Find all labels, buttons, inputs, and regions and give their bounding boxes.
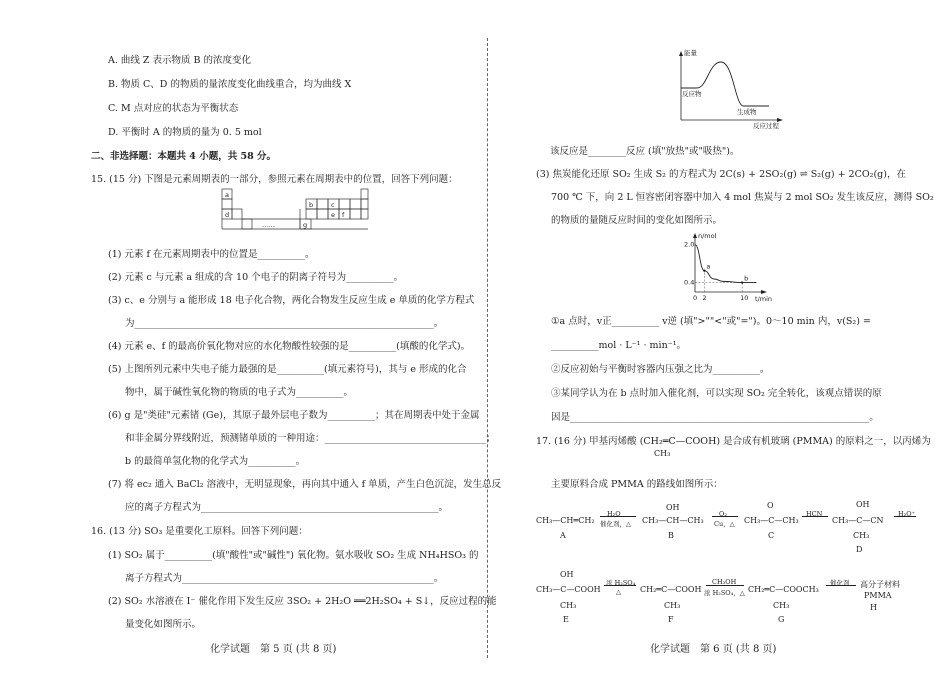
energy-xlabel: 反应过程: [753, 122, 779, 130]
q15-item-5: (5) 上图所列元素中失电子能力最强的是__________(填元素符号)，其与 e 形成的化合: [108, 364, 467, 375]
reagent-5-below: △: [616, 588, 621, 596]
q17-stem: 17. (16 分) 甲基丙烯酸 (CH₂═C—COOH) 是合成有机玻璃 (PMMA) 的原料之一，以丙烯为: [536, 436, 931, 447]
q16-sub-1b: __________mol · L⁻¹ · min⁻¹。: [551, 340, 687, 351]
y-tick-label: 0.4: [684, 278, 695, 287]
energy-reactant: 反应物: [682, 90, 702, 98]
q15-item-1: (1) 元素 f 在元素周期表中的位置是__________。: [108, 249, 315, 260]
pt-label-c: c: [331, 201, 335, 209]
q16-stem: 16. (13 分) SO₃ 是重要化工原料。回答下列问题：: [91, 526, 308, 537]
reagent-6-below: 浓 H₂SO₄，△: [704, 589, 745, 597]
arrow-4: [894, 516, 916, 517]
x-tick-label: 2: [702, 294, 707, 302]
reagent-2-above: O₂: [719, 510, 727, 518]
compound-d: CH₃—C—CN: [832, 516, 884, 525]
compound-c: CH₃—C—CH₃: [744, 516, 799, 525]
q15-item-2: (2) 元素 c 与元素 a 组成的含 10 个电子的阴离子符号为__________。: [108, 272, 404, 283]
compound-g-label: G: [778, 615, 785, 624]
point-label-a: a: [706, 262, 711, 271]
compound-b: CH₃—CH—CH₃: [642, 516, 704, 525]
reagent-2-below: Cu，△: [714, 520, 735, 528]
pt-dots: ……: [262, 221, 275, 229]
q16-item-2b: 量变化如图所示。: [125, 619, 202, 630]
option-b: B. 物质 C、D 的物质的量浓度变化曲线重合，均为曲线 X: [108, 79, 352, 90]
pt-label-f: f: [342, 211, 345, 219]
q16-item-2: (2) SO₂ 水溶液在 I⁻ 催化作用下发生反应 3SO₂ + 2H₂O ══2H₂SO₄ + S↓，反应过程的能: [108, 596, 497, 607]
reagent-1-below: 催化剂，△: [600, 520, 631, 528]
option-c: C. M 点对应的状态为平衡状态: [108, 103, 239, 114]
q16-heat-question: 该反应是________反应 (填"放热"或"吸热")。: [550, 146, 740, 157]
q17-stem2: 主要原料合成 PMMA 的路线如图所示：: [551, 479, 723, 490]
arrow-3: [802, 516, 828, 517]
energy-product: 生成物: [737, 108, 757, 116]
reagent-6-above: CH₃OH: [712, 578, 737, 586]
reagent-4-above: H₂O⁺: [898, 510, 916, 518]
compound-d-label: D: [856, 545, 863, 554]
q15-item-5b: 物中，属于碱性氧化物的物质的电子式为__________。: [125, 387, 354, 398]
pt-label-d: d: [225, 211, 230, 219]
q15-item-4: (4) 元素 e、f 的最高价氧化物对应的水化物酸性较强的是__________(填酸的化学式)。: [108, 341, 471, 352]
q16-item-3c: 的物质的量随反应时间的变化如图所示。: [551, 215, 723, 226]
point-a: [703, 270, 705, 272]
energy-diagram: [677, 50, 787, 128]
q16-item-1b: 离子方程式为_____________________________________________________。: [125, 573, 444, 584]
compound-b-label: B: [668, 531, 674, 540]
reagent-3-above: HCN: [806, 510, 823, 518]
compound-e-top: OH: [560, 570, 574, 579]
reagent-5-above: 浓 H₂SO₄: [606, 579, 636, 587]
q16-sub-3b: 因是_______________________________________________________________。: [551, 412, 879, 423]
pt-label-g: g: [303, 221, 308, 229]
compound-b-top: OH: [666, 503, 680, 512]
pt-label-e: e: [331, 211, 335, 219]
arrow-5: [604, 585, 636, 586]
arrow-1: [600, 516, 636, 517]
energy-ylabel: 能量: [684, 49, 697, 57]
point-b: [741, 281, 743, 283]
compound-a: CH₃—CH═CH₂: [536, 516, 595, 525]
so2-xlabel: t/min: [755, 295, 772, 303]
y-tick-label: 2.0: [684, 240, 695, 249]
arrow-2: [712, 516, 738, 517]
point-label-b: b: [744, 274, 749, 283]
x-tick-label: 0: [693, 294, 698, 302]
compound-d-bottom: CH₃: [853, 531, 870, 540]
q15-item-7b: 应的离子方程式为__________________________________________________。: [125, 502, 449, 513]
compound-f-label: F: [668, 615, 674, 624]
compound-f-bottom: CH₃: [664, 601, 681, 610]
q16-item-3: (3) 焦炭能化还原 SO₂ 生成 S₂ 的方程式为 2C(s) + 2SO₂(g) ⇌ S₂(g) + 2CO₂(g)，在: [536, 169, 906, 180]
periodic-table-fragment: [222, 189, 368, 231]
arrow-6: [706, 585, 744, 586]
compound-g-bottom: CH₃: [773, 601, 790, 610]
compound-e: CH₃—C—COOH: [536, 585, 601, 594]
q16-item-3b: 700 ℃ 下，向 2 L 恒容密闭容器中加入 4 mol 焦炭与 2 mol SO₂ 发生该反应，测得 SO₂: [551, 192, 934, 203]
compound-a-label: A: [560, 531, 566, 540]
compound-h-sub: PMMA: [864, 591, 892, 600]
compound-e-label: E: [563, 615, 569, 624]
compound-c-top: O: [767, 501, 774, 510]
option-a: A. 曲线 Z 表示物质 B 的浓度变化: [108, 55, 252, 66]
reagent-1-above: H₂O: [607, 510, 621, 518]
q15-item-7: (7) 将 ec₂ 通入 BaCl₂ 溶液中，无明显现象，再向其中通入 f 单质，产生白色沉淀，发生总反: [108, 479, 502, 490]
compound-d-top: OH: [856, 500, 870, 509]
q15-item-6b: 和非金属分界线附近，预测锗单质的一种用途：__________________________________；: [125, 433, 496, 444]
so2-ylabel: n/mol: [698, 232, 717, 240]
footer-left: 化学试题 第 5 页 (共 8 页): [210, 644, 337, 655]
q17-stem-sub: CH₃: [654, 449, 671, 458]
compound-c-label: C: [768, 531, 775, 540]
q15-item-3b: 为_______________________________________________________________。: [125, 318, 444, 329]
pt-label-a: a: [225, 191, 229, 199]
so2-amount-chart: [683, 232, 773, 302]
q15-item-6c: b 的最简单氢化物的化学式为__________。: [125, 456, 306, 467]
x-tick-label: 10: [740, 294, 749, 302]
q15-item-3: (3) c、e 分别与 a 能形成 18 电子化合物，两化合物发生反应生成 e 单质的化学方程式: [108, 295, 475, 306]
arrow-7: [826, 585, 856, 586]
q16-sub-3: ③某同学认为在 b 点时加入催化剂，可以实现 SO₂ 完全转化，该观点错误的原: [551, 388, 882, 399]
q16-sub-2: ②反应初始与平衡时容器内压强之比为__________。: [551, 364, 770, 375]
footer-right: 化学试题 第 6 页 (共 8 页): [650, 644, 777, 655]
option-d: D. 平衡时 A 的物质的量为 0. 5 mol: [108, 127, 262, 138]
page-divider: [487, 38, 488, 658]
q15-stem: 15. (15 分) 下图是元素周期表的一部分，参照元素在周期表中的位置，回答下列问题：: [91, 174, 458, 185]
section-title: 二、非选择题：本题共 4 小题，共 58 分。: [91, 151, 277, 162]
reagent-7-above: 催化剂: [830, 579, 850, 587]
q15-item-6: (6) g 是"类硅"元素锗 (Ge)，其原子最外层电子数为__________；其在周期表中处于金属: [108, 410, 480, 421]
pt-label-b: b: [309, 201, 314, 209]
q16-item-1: (1) SO₂ 属于__________(填"酸性"或"碱性") 氧化物。氨水吸收 SO₂ 生成 NH₄HSO₃ 的: [108, 550, 479, 561]
compound-h-label: H: [870, 603, 877, 612]
compound-g: CH₂═C—COOCH₃: [748, 585, 819, 594]
q16-sub-1: ①a 点时，v正__________ v逆 (填">""<"或"=")。0～10 min 内，v(S₂) =: [551, 316, 871, 327]
compound-h: 高分子材料: [860, 580, 900, 589]
compound-e-bottom: CH₃: [560, 601, 577, 610]
compound-f: CH₂═C—COOH: [640, 585, 702, 594]
